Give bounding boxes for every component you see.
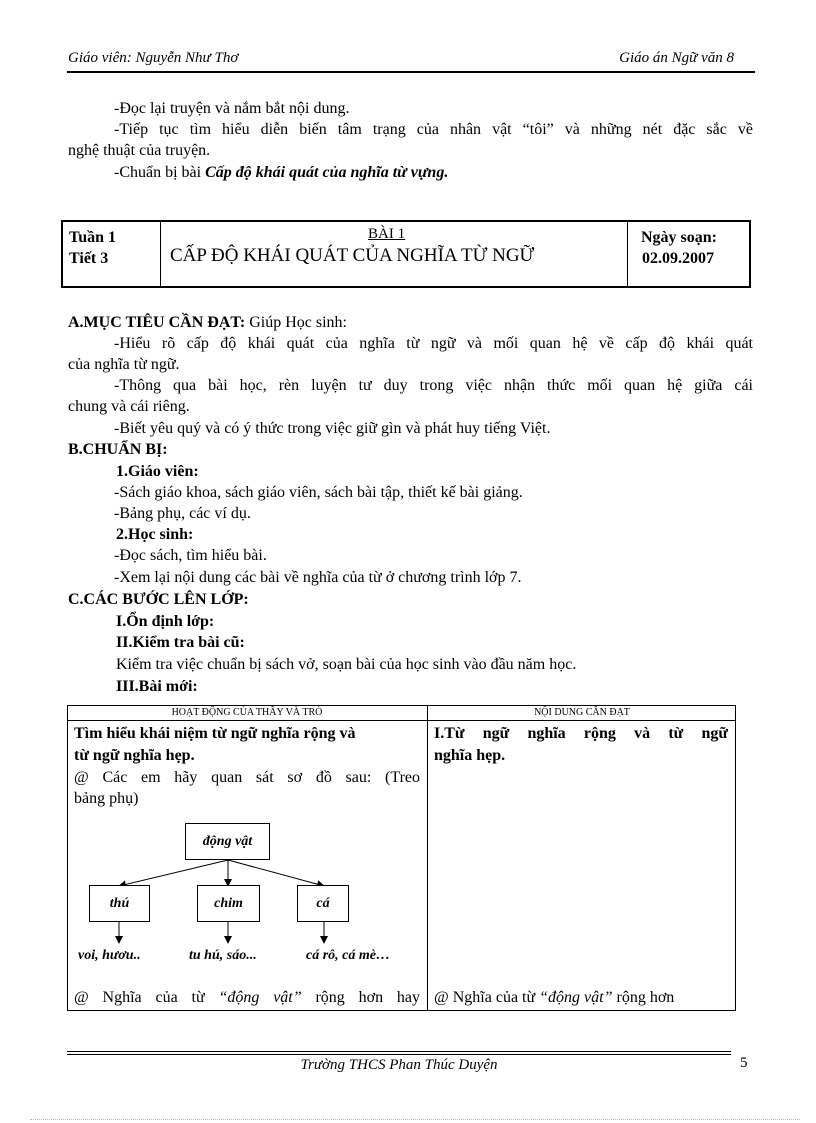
section-c-step-3: III.Bài mới: bbox=[116, 678, 198, 695]
activity-table-header-rule bbox=[67, 720, 736, 721]
left-question-prefix: @ Nghĩa của từ bbox=[74, 989, 219, 1006]
section-b-student-heading: 2.Học sinh: bbox=[116, 526, 194, 543]
section-c-heading: C.CÁC BƯỚC LÊN LỚP: bbox=[68, 591, 249, 608]
right-title-b: nghĩa hẹp. bbox=[434, 747, 506, 764]
lesson-number: BÀI 1 bbox=[368, 226, 406, 242]
lesson-title: CẤP ĐỘ KHÁI QUÁT CỦA NGHĨA TỪ NGỮ bbox=[170, 245, 535, 266]
section-a-l2a: -Thông qua bài học, rèn luyện tư duy trong việc nhận thức mối quan hệ giữa cái bbox=[114, 377, 753, 394]
lesson-week: Tuần 1 bbox=[69, 229, 116, 246]
intro-line-3-prefix: -Chuẩn bị bài bbox=[114, 164, 206, 181]
right-question bbox=[434, 987, 674, 1008]
diagram-leaf-ca: cá rô, cá mè… bbox=[306, 948, 390, 963]
right-question-prefix: @ Nghĩa của từ bbox=[434, 989, 540, 1006]
footer-rule-bottom bbox=[67, 1054, 731, 1055]
diagram-root-box: động vật bbox=[185, 823, 270, 860]
diagram-child-ca: cá bbox=[297, 885, 349, 922]
activity-table-column-divider bbox=[427, 705, 428, 1011]
intro-line-3 bbox=[114, 162, 448, 183]
right-question-word: “động vật” bbox=[539, 989, 613, 1006]
intro-line-1: -Đọc lại truyện và nắm bắt nội dung. bbox=[114, 100, 350, 117]
intro-line-2b: nghệ thuật của truyện. bbox=[68, 142, 211, 159]
left-title-b: từ ngữ nghĩa hẹp. bbox=[74, 747, 195, 764]
diagram-child-thu: thú bbox=[89, 885, 150, 922]
left-p1b: bảng phụ) bbox=[74, 790, 139, 807]
section-b-s2: -Xem lại nội dung các bài về nghĩa của từ ở chương trình lớp 7. bbox=[114, 569, 522, 586]
section-a-l3: -Biết yêu quý và có ý thức trong việc giữ gìn và phát huy tiếng Việt. bbox=[114, 420, 551, 437]
section-b-s1: -Đọc sách, tìm hiểu bài. bbox=[114, 547, 267, 564]
section-b-t1: -Sách giáo khoa, sách giáo viên, sách bài tập, thiết kế bài giảng. bbox=[114, 484, 523, 501]
header-rule bbox=[67, 71, 755, 73]
footer-school: Trường THCS Phan Thúc Duyện bbox=[300, 1057, 498, 1073]
left-question-suffix: rộng hơn hay bbox=[301, 989, 421, 1006]
intro-line-2a: -Tiếp tục tìm hiểu diễn biến tâm trạng của nhân vật “tôi” và những nét đặc sắc về bbox=[114, 121, 753, 138]
lesson-divider-2 bbox=[627, 221, 628, 287]
header-teacher: Giáo viên: Nguyễn Như Thơ bbox=[68, 50, 239, 66]
section-a-title: A.MỤC TIÊU CẦN ĐẠT: bbox=[68, 314, 246, 331]
section-a-l1b: của nghĩa từ ngữ. bbox=[68, 356, 180, 373]
lesson-period: Tiết 3 bbox=[69, 250, 109, 267]
diagram-child-chim: chim bbox=[197, 885, 260, 922]
footer-rule-top bbox=[67, 1051, 731, 1052]
lesson-divider-1 bbox=[160, 221, 161, 287]
lesson-date-label: Ngày soạn: bbox=[641, 229, 718, 246]
col-right-header: NỘI DUNG CẦN ĐẠT bbox=[534, 707, 630, 718]
page-bottom-dotted-rule bbox=[30, 1119, 800, 1120]
section-c-step-2-text: Kiểm tra việc chuẩn bị sách vở, soạn bài của học sinh vào đầu năm học. bbox=[116, 656, 577, 673]
left-p1a: @ Các em hãy quan sát sơ đồ sau: (Treo bbox=[74, 769, 420, 786]
left-title-a: Tìm hiểu khái niệm từ ngữ nghĩa rộng và bbox=[74, 725, 356, 742]
section-a-tail: Giúp Học sinh: bbox=[245, 314, 347, 331]
col-left-header: HOẠT ĐỘNG CỦA THẦY VÀ TRÒ bbox=[171, 707, 323, 718]
diagram-leaf-thu: voi, hươu.. bbox=[78, 948, 141, 963]
left-question bbox=[74, 987, 420, 1008]
section-b-heading: B.CHUẨN BỊ: bbox=[68, 441, 168, 458]
intro-line-3-title: Cấp độ khái quát của nghĩa từ vựng. bbox=[205, 164, 449, 181]
section-b-teacher-heading: 1.Giáo viên: bbox=[116, 463, 199, 480]
section-b-t2: -Bảng phụ, các ví dụ. bbox=[114, 505, 251, 522]
right-question-suffix: rộng hơn bbox=[612, 989, 675, 1006]
section-a-l2b: chung và cái riêng. bbox=[68, 398, 190, 415]
page-number: 5 bbox=[740, 1055, 748, 1071]
header-subject: Giáo án Ngữ văn 8 bbox=[619, 50, 734, 66]
section-a-l1a: -Hiểu rõ cấp độ khái quát của nghĩa từ ngữ và mối quan hệ về cấp độ khái quát bbox=[114, 335, 753, 352]
section-c-step-2: II.Kiểm tra bài cũ: bbox=[116, 634, 245, 651]
left-question-word: “động vật” bbox=[218, 989, 302, 1006]
section-c-step-1: I.Ổn định lớp: bbox=[116, 613, 215, 630]
diagram-leaf-chim: tu hú, sáo... bbox=[189, 948, 257, 963]
section-a-heading bbox=[68, 312, 347, 333]
lesson-date: 02.09.2007 bbox=[642, 250, 714, 267]
right-title-a: I.Từ ngữ nghĩa rộng và từ ngữ bbox=[434, 725, 728, 742]
